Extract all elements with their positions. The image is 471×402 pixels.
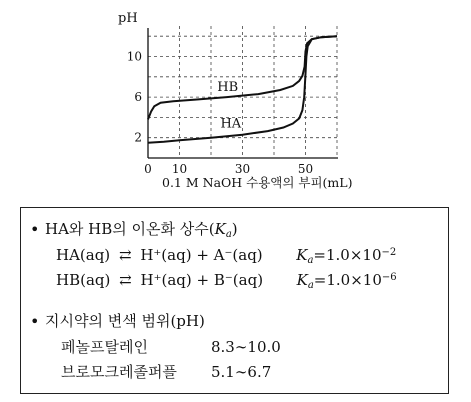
indicator-heading: 지시약의 변색 범위(pH) bbox=[45, 312, 205, 330]
eq2-ka-value: =1.0×10 bbox=[313, 271, 382, 289]
eq2-arrow: ⇄ bbox=[119, 271, 132, 289]
info-box bbox=[20, 207, 449, 394]
eq2-reactant: HB(aq) bbox=[56, 271, 111, 289]
series-label-ha: HA bbox=[220, 116, 242, 132]
eq2-ka-sub: a bbox=[307, 280, 314, 291]
x-axis-label: 0.1 M NaOH 수용액의 부피(mL) bbox=[162, 175, 353, 190]
x-tick-label-0: 0 bbox=[144, 162, 152, 176]
heading-text: HA와 HB의 이온화 상수( bbox=[45, 220, 215, 238]
eq1-ka-sub: a bbox=[307, 255, 314, 266]
bullet-1: • bbox=[30, 220, 40, 239]
indicator-phenolphthalein-range: 8.3∼10.0 bbox=[211, 338, 281, 356]
ticks bbox=[127, 50, 313, 177]
x-tick-label-10: 10 bbox=[171, 162, 188, 176]
eq2-ka-label: K bbox=[296, 271, 308, 289]
heading-symbol: K bbox=[214, 220, 226, 238]
eq1-ka-exp: −2 bbox=[381, 247, 397, 258]
equation-ha bbox=[56, 246, 396, 270]
heading-sub: a bbox=[225, 229, 232, 240]
y-tick-label-2: 2 bbox=[134, 130, 142, 145]
y-axis-label: pH bbox=[118, 11, 138, 26]
eq2-ka-exp: −6 bbox=[381, 272, 397, 283]
y-tick-label-10: 10 bbox=[126, 49, 142, 64]
eq1-products: H⁺(aq) + A⁻(aq) bbox=[140, 246, 263, 264]
x-tick-label-30: 30 bbox=[234, 162, 251, 176]
eq2-products: H⁺(aq) + B⁻(aq) bbox=[140, 271, 264, 289]
equation-hb bbox=[56, 271, 397, 295]
indicator-phenolphthalein-name: 페놀프탈레인 bbox=[61, 338, 148, 356]
axes bbox=[148, 28, 338, 158]
indicator-bromocresol-range: 5.1∼6.7 bbox=[211, 363, 272, 381]
ionization-heading bbox=[45, 220, 238, 244]
heading-end: ) bbox=[231, 220, 238, 238]
y-tick-label-6: 6 bbox=[134, 90, 142, 105]
series-label-hb: HB bbox=[217, 80, 239, 96]
titration-chart bbox=[0, 0, 471, 200]
labels bbox=[217, 80, 241, 132]
eq1-reactant: HA(aq) bbox=[56, 246, 111, 264]
eq1-ka-value: =1.0×10 bbox=[313, 246, 382, 264]
eq1-arrow: ⇄ bbox=[118, 246, 132, 264]
x-tick-label-50: 50 bbox=[297, 162, 314, 176]
bullet-2: • bbox=[30, 312, 40, 331]
indicator-bromocresol-name: 브로모크레졸퍼플 bbox=[61, 363, 177, 381]
eq1-ka-label: K bbox=[296, 246, 308, 264]
